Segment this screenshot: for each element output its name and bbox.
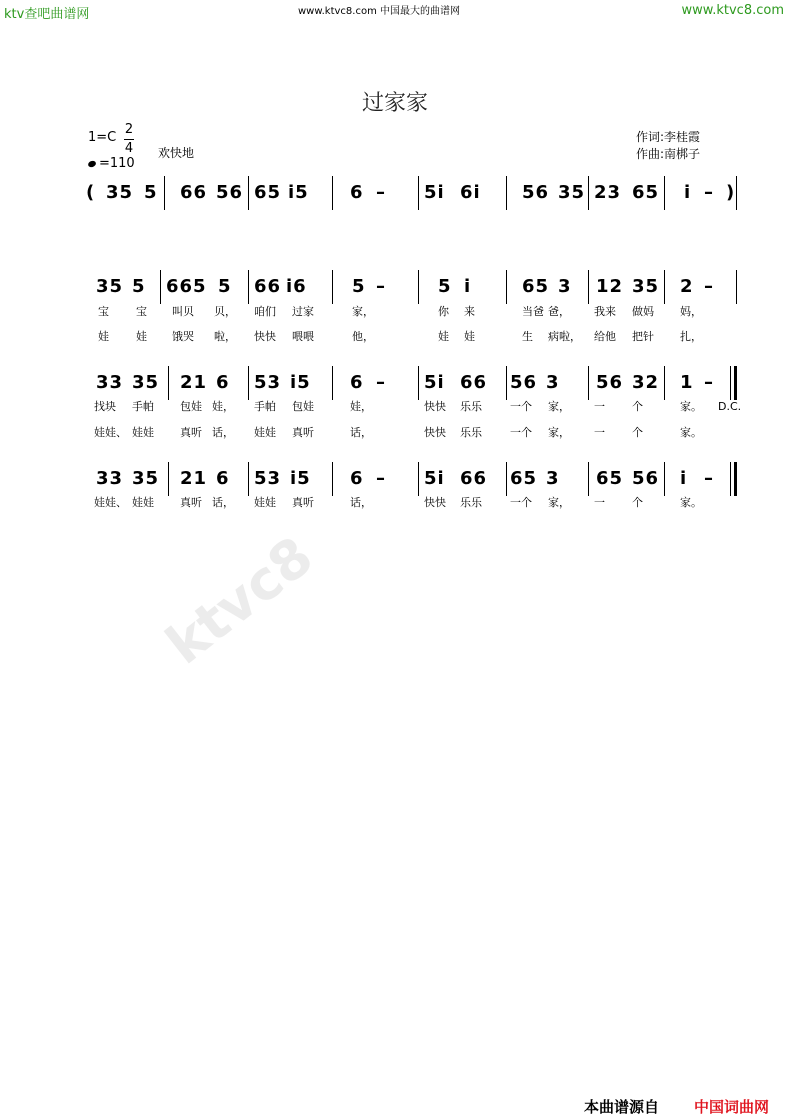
barline [164,176,165,210]
note: ) [726,182,736,203]
lyric: 手帕 [132,400,154,413]
lyric: 一 [594,426,605,439]
barline [506,462,507,496]
lyric: 乐乐 [460,400,482,413]
lyric: 过家 [292,305,314,318]
lyric: 真听 [180,496,202,509]
note: 665 [166,276,207,297]
barline [168,366,169,400]
note: 6 [216,468,230,489]
note: 65 [510,468,538,489]
lyric: 找块 [94,400,116,413]
lyric: 他， [352,330,374,343]
lyric: 个 [632,496,643,509]
lyric: 一 [594,496,605,509]
lyric: 真听 [180,426,202,439]
lyric: 宝 [136,305,147,318]
note: 66 [460,468,488,489]
lyric: 娃 [98,330,109,343]
note: 6i [460,182,481,203]
note: 5 [352,276,366,297]
notes-row [88,176,740,210]
lyric: 咱们 [254,305,276,318]
lyric: 家。 [680,400,702,413]
footer-site-link[interactable]: 中国词曲网 [694,1098,770,1116]
lyric: 包娃 [292,400,314,413]
note: i5 [290,372,311,393]
site-banner: www.ktvc8.com 中国最大的曲谱网 [298,6,461,17]
site-url-right: www.ktvc8.com [681,3,784,18]
time-signature [124,121,134,158]
staff-row-3 [88,366,742,439]
notes-row [88,366,740,400]
site-name-left: ktv查吧曲谱网 [4,7,90,22]
note: 65 [632,182,660,203]
lyric: 啦， [214,330,236,343]
note: i5 [288,182,309,203]
note: i6 [286,276,307,297]
watermark-icon: ktvc8 [154,524,325,677]
barline [588,270,589,304]
barline [332,462,333,496]
lyric: 话， [212,496,234,509]
barline [332,270,333,304]
barline [730,366,731,400]
note: 35 [132,372,160,393]
note: 6 [350,372,364,393]
lyric: 娃娃、 [94,426,127,439]
staff-row-1 [88,176,740,210]
note: ( [86,182,96,203]
lyric: 娃 [464,330,475,343]
lyric: 一个 [510,426,532,439]
note: 5i [424,182,445,203]
key-signature: 1=C [88,130,117,145]
lyric: 病啦， [548,330,581,343]
lyric: 话， [350,426,372,439]
lyric: 话， [212,426,234,439]
barline [506,176,507,210]
lyric: 你 [438,305,449,318]
barline [418,270,419,304]
barline [168,462,169,496]
lyric: 喂喂 [292,330,314,343]
note: 3 [546,468,560,489]
lyric: 家， [548,496,570,509]
lyric: 真听 [292,426,314,439]
lyric: 娃， [350,400,372,413]
barline [332,176,333,210]
note: – [376,468,386,489]
barline [730,462,731,496]
barline [506,270,507,304]
lyric: 当爸 [522,305,544,318]
tempo-value: =110 [99,156,135,171]
lyric: 快快 [424,426,446,439]
lyric: 一个 [510,496,532,509]
barline [248,366,249,400]
note: 35 [106,182,134,203]
lyric: 娃娃 [254,496,276,509]
tempo-mark [88,156,135,171]
note: 53 [254,468,282,489]
note: 23 [594,182,622,203]
barline [736,270,737,304]
lyric: 娃， [212,400,234,413]
note: 56 [522,182,550,203]
barline [418,176,419,210]
staff-row-2 [88,270,740,343]
barline [664,270,665,304]
note: – [704,276,714,297]
lyric: 妈， [680,305,702,318]
note: 35 [96,276,124,297]
note: i [684,182,692,203]
composer: 作曲:南梆子 [636,147,701,161]
lyric: 娃娃、 [94,496,127,509]
time-divider [124,139,134,140]
lyric: 做妈 [632,305,654,318]
lyric: 叫贝 [172,305,194,318]
lyric: 一 [594,400,605,413]
note: 2 [680,276,694,297]
note: 65 [522,276,550,297]
note: i [680,468,688,489]
notes-row [88,462,740,496]
notes-row [88,270,740,304]
note: 6 [350,182,364,203]
barline [736,176,737,210]
note: i5 [290,468,311,489]
note: 3 [558,276,572,297]
note: 56 [596,372,624,393]
lyric: 我来 [594,305,616,318]
note: 33 [96,372,124,393]
note: 5 [218,276,232,297]
note: – [376,182,386,203]
note: 35 [132,468,160,489]
barline [588,366,589,400]
note: 21 [180,468,208,489]
lyric: 家。 [680,496,702,509]
note: 65 [254,182,282,203]
note: 35 [558,182,586,203]
lyric: 真听 [292,496,314,509]
barline [248,270,249,304]
note: 65 [596,468,624,489]
expression-mark: 欢快地 [158,146,195,160]
barline [506,366,507,400]
note: – [704,182,714,203]
lyric: 给他 [594,330,616,343]
staff-row-4 [88,462,740,509]
lyric: 乐乐 [460,426,482,439]
barline [664,176,665,210]
final-barline [734,366,737,400]
note: 66 [254,276,282,297]
barline [332,366,333,400]
note: 6 [216,372,230,393]
barline [248,462,249,496]
lyric: 来 [464,305,475,318]
lyricist: 作词:李桂霞 [636,130,701,144]
note: 5 [132,276,146,297]
lyric: 娃 [438,330,449,343]
time-denominator: 4 [124,141,134,156]
note: – [704,372,714,393]
note: – [376,372,386,393]
note: 56 [216,182,244,203]
lyric: 快快 [424,496,446,509]
note: 33 [96,468,124,489]
note: 3 [546,372,560,393]
note: 35 [632,276,660,297]
barline [418,462,419,496]
note: 5i [424,468,445,489]
note: 56 [632,468,660,489]
lyric: 手帕 [254,400,276,413]
lyric: 家。 [680,426,702,439]
barline [588,462,589,496]
lyric: 个 [632,400,643,413]
lyric: 扎， [680,330,702,343]
note: 66 [460,372,488,393]
time-numerator: 2 [124,122,134,137]
barline [160,270,161,304]
lyric: 饿哭 [172,330,194,343]
lyric: 一个 [510,400,532,413]
lyric: 家， [548,400,570,413]
lyric: 乐乐 [460,496,482,509]
barline [248,176,249,210]
lyric: 娃娃 [132,496,154,509]
note: 12 [596,276,624,297]
note: 5 [438,276,452,297]
lyric: 话， [350,496,372,509]
lyric: 快快 [254,330,276,343]
lyric: 贝， [214,305,236,318]
note: 1 [680,372,694,393]
lyric: 娃娃 [254,426,276,439]
note: i [464,276,472,297]
song-title: 过家家 [361,91,428,116]
final-barline [734,462,737,496]
note: 5 [144,182,158,203]
note: 66 [180,182,208,203]
lyric: 快快 [424,400,446,413]
barline [664,462,665,496]
note: 53 [254,372,282,393]
lyric: 爸， [548,305,570,318]
dc-marker: D.C. [718,400,742,413]
note: – [376,276,386,297]
note: 6 [350,468,364,489]
quarter-note-icon [87,159,97,167]
note: 32 [632,372,660,393]
barline [664,366,665,400]
lyric: 包娃 [180,400,202,413]
barline [588,176,589,210]
barline [418,366,419,400]
note: – [704,468,714,489]
lyric: 家， [548,426,570,439]
note: 5i [424,372,445,393]
lyric: 把针 [632,330,654,343]
lyric: 宝 [98,305,109,318]
footer-source-label: 本曲谱源自 [584,1098,660,1116]
lyric: 生 [522,330,533,343]
note: 21 [180,372,208,393]
lyric: 娃娃 [132,426,154,439]
lyric: 家， [352,305,374,318]
note: 56 [510,372,538,393]
lyric: 娃 [136,330,147,343]
lyric: 个 [632,426,643,439]
